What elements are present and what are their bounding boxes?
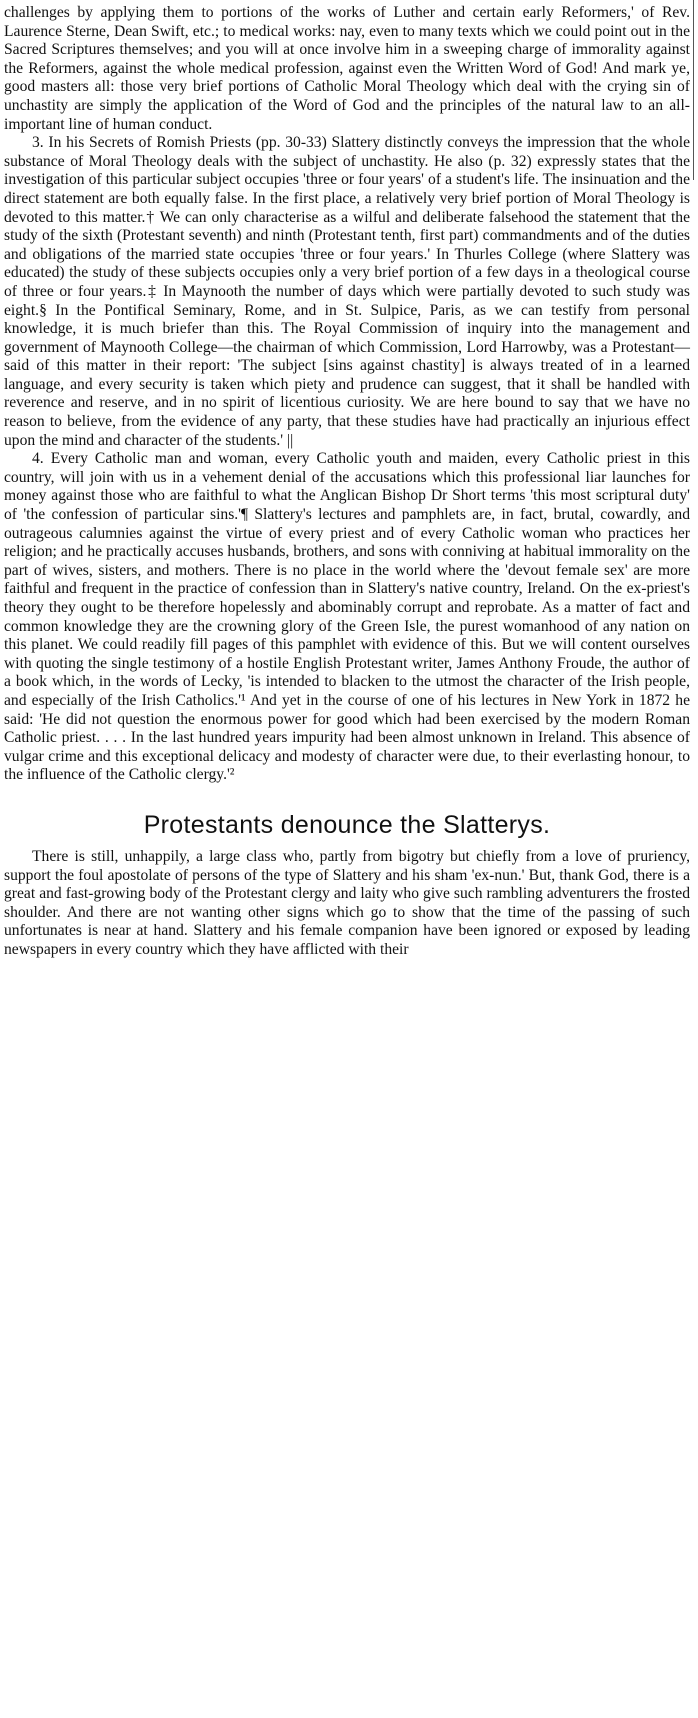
paragraph-3: 3. In his Secrets of Romish Priests (pp. 30-33) Slattery distinctly conveys the impression that the whole substance of Moral Theology deals with the subject of unchastity. He also (p. 32) expressly states that the investigation of this particular subject occupies 'three or four years' of a student's life. The insinuation and the direct statement are both equally false. In the first place, a relatively very brief portion of Moral Theology is devoted to this matter.† We can only characterise as a wilful and deliberate falsehood the statement that the study of the sixth (Protestant seventh) and ninth (Protestant tenth, first part) commandments and of the duties and obligations of the married state occupies 'three or four years.' In Thurles College (where Slattery was educated) the study of these subjects occupies only a very brief portion of a few days in a theological course of three or four years.‡ In Maynooth the number of days which were partially devoted to such study was eight.§ In the Pontifical Seminary, Rome, and in St. Sulpice, Paris, as we can testify from personal knowledge, it is much briefer than this. The Royal Commission of inquiry into the management and government of Maynooth College—the chairman of which Commission, Lord Harrowby, was a Protestant—said of this matter in their report: 'The subject [sins against chastity] is always treated of in a learned language, and every security is taken which piety and prudence can suggest, that it shall be handled with reverence and reserve, and in no spirit of licentious curiosity. We are here bound to say that we have no reason to believe, from the evidence of any party, that these studies have had practically an injurious effect upon the mind and character of the students.' || xyxy=(4,134,690,449)
adjacent-column-edge xyxy=(693,0,698,180)
document-page xyxy=(4,4,690,960)
paragraph-4: 4. Every Catholic man and woman, every Catholic youth and maiden, every Catholic priest in this country, will join with us in a vehement denial of the accusations which this professional liar launches for money against those who are faithful to what the Anglican Bishop Dr Short terms 'this most scriptural duty' of 'the confession of particular sins.'¶ Slattery's lectures and pamphlets are, in fact, brutal, cowardly, and outrageous calumnies against the virtue of every priest and of every Catholic woman who practices her religion; and he practically accuses husbands, brothers, and sons with conniving at habitual immorality on the part of wives, sisters, and mothers. There is no place in the world where the 'devout female sex' are more faithful and frequent in the practice of confession than in Slattery's native country, Ireland. On the ex-priest's theory they ought to be therefore hopelessly and abominably corrupt and reprobate. As a matter of fact and common knowledge they are the crowning glory of the Green Isle, the purest womanhood of any nation on this planet. We could readily fill pages of this pamphlet with evidence of this. But we will content ourselves with quoting the single testimony of a hostile English Protestant writer, James Anthony Froude, the author of a book which, in the words of Lecky, 'is intended to blacken to the utmost the character of the Irish people, and especially of the Irish Catholics.'¹ And yet in the course of one of his lectures in New York in 1872 he said: 'He did not question the enormous power for good which had been exercised by the modern Roman Catholic priest. . . . In the last hundred years impurity had been almost unknown in Ireland. This absence of vulgar crime and this exceptional delicacy and modesty of character were due, to their everlasting honour, to the influence of the Catholic clergy.'² xyxy=(4,450,690,784)
paragraph-5: There is still, unhappily, a large class who, partly from bigotry but chiefly from a love of pruriency, support the foul apostolate of persons of the type of Slattery and his sham 'ex-nun.' But, thank God, there is a great and fast-growing body of the Protestant clergy and laity who give such rambling adventurers the frosted shoulder. And there are not wanting other signs which go to show that the time of the passing of such unfortunates is near at hand. Slattery and his female companion have been ignored or exposed by leading newspapers in every country which they have afflicted with their xyxy=(4,847,690,958)
section-heading: Protestants denounce the Slatterys. xyxy=(143,810,551,839)
paragraph-intro: challenges by applying them to portions of the works of Luther and certain early Reformers,' of Rev. Laurence Sterne, Dean Swift, etc.; to medical works: nay, even to many texts which we could point out in the Sacred Scriptures themselves; and you will at once involve him in a sweeping charge of immorality against the Reformers, against the whole medical profession, against even the Written Word of God! And mark ye, good masters all: those very brief portions of Catholic Moral Theology which deal with the crying sin of unchastity are simply the application of the Word of God and the principles of the natural law to an all-important line of human conduct. xyxy=(4,4,690,133)
